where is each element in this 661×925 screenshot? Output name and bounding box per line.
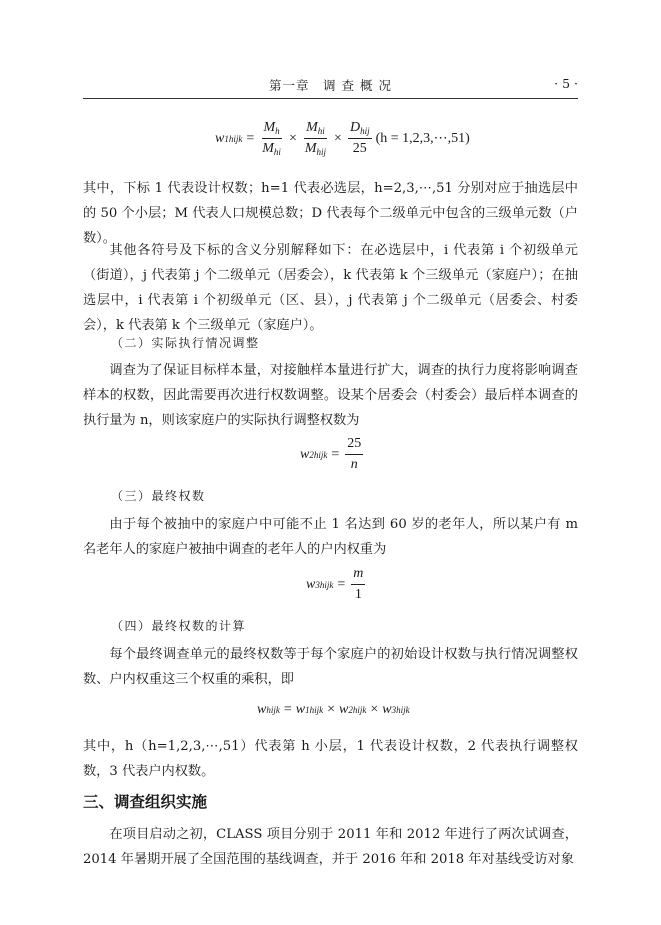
header-rule — [83, 98, 578, 99]
formula-household-weight: w 3hijk = $\frac{m}{1}$ — [306, 566, 364, 602]
formula1-lhs-sub: 1hijk — [224, 133, 243, 144]
paragraph-execution-adjustment: 调查为了保证目标样本量，对接触样本量进行扩大，调查的执行力度将影响调查样本的权数，因此需要再次进行权数调整。设某个居委会（村委会）最后样本调查的执行量为 n，则该家庭户的实际执行调整权数为 — [83, 363, 578, 428]
paragraph-symbol-definitions: 其他各符号及下标的含义分别解释如下：在必选层中，i 代表第 i 个初级单元（街道），j 代表第 j 个二级单元（居委会），k 代表第 k 个三级单元（家庭户）；在抽选层中，i 代表第 i 个初级单元（区、县），j 代表第 j 个二级单元（居委会、村委会），k 代表第 k 个三级单元（家庭户）。 — [83, 243, 578, 333]
formula-final-weight: w hijk = w 1hijk × w 2hijk × w 3hijk — [257, 702, 410, 717]
paragraph-subscript-note: 其中，下标 1 代表设计权数；h=1 代表必选层，h=2,3,⋯,51 分别对应于抽选层中的 50 个小层；M 代表人口规模总数；D 代表每个二级单元中包含的三级单元数（户数）。 — [83, 181, 578, 246]
paragraph-subscript-meaning: 其中，h（h=1,2,3,⋯,51）代表第 h 小层，1 代表设计权数，2 代表执行调整权数，3 代表户内权数。 — [83, 739, 578, 779]
formula1-fraction-1: $\frac{M_h}{M_{hi}}$ — [262, 120, 281, 157]
formula1-fraction-2: $\frac{M_{hi}}{M_{hij}}$ — [304, 120, 327, 157]
formula-design-weight — [215, 120, 470, 157]
page-number: · 5 · — [554, 76, 578, 91]
formula1-fraction-3: $\frac{D_{hij}}{25}$ — [349, 120, 370, 156]
paragraph-household-weight: 由于每个被抽中的家庭户中可能不止 1 名达到 60 岁的老年人，所以某户有 m 名老年人的家庭户被抽中调查的老年人的户内权重为 — [83, 517, 578, 557]
formula1-times-1: × — [288, 130, 297, 146]
subheading-final-weight-calculation: （四）最终权数的计算 — [111, 619, 247, 633]
subheading-execution-adjustment: （二）实际执行情况调整 — [111, 336, 260, 350]
formula-execution-weight: w 2hijk = $\frac{25}{n}$ — [300, 436, 362, 472]
chapter-title: 第一章 调 查 概 况 — [269, 78, 392, 93]
formula1-eq: = — [246, 130, 255, 146]
subheading-final-weight: （三）最终权数 — [111, 489, 206, 503]
formula3-fraction: $\frac{m}{1}$ — [353, 566, 364, 602]
running-header — [83, 76, 578, 96]
paragraph-final-weight-product: 每个最终调查单元的最终权数等于每个家庭户的初始设计权数与执行情况调整权数、户内权重这三个权重的乘积，即 — [83, 647, 578, 687]
formula1-times-2: × — [334, 130, 342, 146]
paragraph-survey-implementation: 在项目启动之初，CLASS 项目分别于 2011 年和 2012 年进行了两次试调查，2014 年暑期开展了全国范围的基线调查，并于 2016 年和 2018 年对基线受访对象 — [83, 827, 578, 867]
formula1-condition: (h = 1,2,3,⋯,51) — [375, 131, 470, 146]
formula2-fraction: $\frac{25}{n}$ — [347, 436, 362, 472]
formula1-lhs: w — [215, 130, 225, 146]
section-heading-survey-implementation: 三、调查组织实施 — [83, 793, 208, 811]
